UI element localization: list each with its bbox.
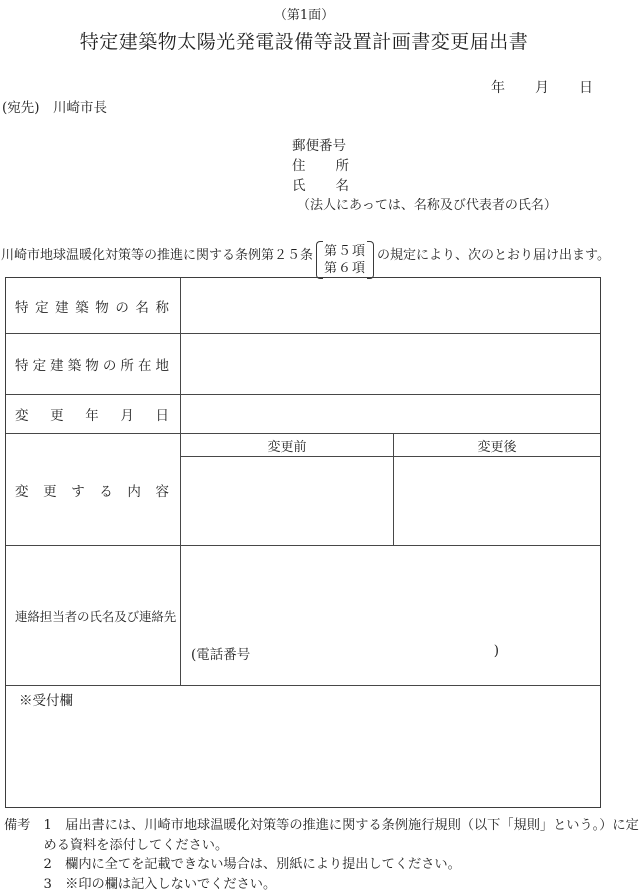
date-month-label: 月 [535, 77, 549, 97]
change-content-area [181, 434, 600, 545]
change-content-label: 変 更 す る 内 容 [15, 480, 169, 500]
contact-label-cell [6, 546, 181, 685]
clause-option-5: 第５項 [324, 243, 366, 260]
contact-person-label: 連絡担当者の氏名及び連絡先 [15, 607, 176, 625]
corporate-note: （法人にあっては、名称及び代表者の氏名） [297, 196, 557, 216]
date-year-label: 年 [491, 77, 505, 97]
clause-option-6: 第６項 [324, 260, 366, 277]
form-table [5, 277, 601, 808]
declaration-suffix: の規定により、次のとおり届け出ます。 [377, 241, 610, 263]
clause-bracket [316, 241, 374, 279]
building-location-label-cell [6, 334, 181, 394]
addressee-label: (宛先) 川崎市長 [2, 96, 107, 116]
date-line [491, 77, 593, 97]
remark-line-1: 備考 1 届出書には、川崎市地球温暖化対策等の推進に関する条例施行規則（以下「規則」という。）に定 [4, 816, 606, 836]
date-day-label: 日 [579, 77, 593, 97]
declaration-prefix: 川崎市地球温暖化対策等の推進に関する条例第２５条 [1, 241, 313, 263]
before-change-value-cell [181, 457, 394, 545]
remark-line-3: 3 ※印の欄は記入しないでください。 [4, 875, 606, 894]
building-location-value-cell [181, 334, 600, 394]
row-building-name [6, 278, 600, 333]
row-change-content [6, 433, 600, 545]
remark-line-1-continued: める資料を添付してください。 [4, 836, 606, 856]
phone-number-close-paren: ) [494, 643, 499, 663]
reception-cell [6, 686, 600, 807]
after-change-value-cell [394, 457, 600, 545]
address-label: 住 所 [292, 156, 349, 176]
change-content-subheader [181, 434, 600, 457]
change-date-label: 変 更 年 月 日 [15, 404, 169, 424]
applicant-block [292, 136, 557, 216]
building-name-label-cell [6, 278, 181, 333]
after-change-header: 変更後 [394, 434, 600, 456]
declaration-sentence [1, 241, 607, 279]
row-change-date [6, 394, 600, 433]
contact-value-cell [181, 546, 600, 685]
before-change-header: 変更前 [181, 434, 394, 456]
remarks-block [4, 816, 606, 894]
change-date-label-cell [6, 395, 181, 433]
change-content-body [181, 457, 600, 545]
phone-number-row [191, 643, 499, 663]
page-title: 特定建築物太陽光発電設備等設置計画書変更届出書 [0, 27, 608, 54]
name-label: 氏 名 [292, 176, 349, 196]
building-location-label: 特 定 建 築 物 の 所 在 地 [15, 354, 169, 374]
remark-line-2: 2 欄内に全てを記載できない場合は、別紙により提出してください。 [4, 855, 606, 875]
row-building-location [6, 333, 600, 394]
bracket-left-glyph [316, 241, 323, 279]
phone-number-open-label: (電話番号 [191, 643, 250, 663]
row-contact-person [6, 545, 600, 685]
sheet-number-label: （第1面） [0, 4, 608, 23]
building-name-label: 特 定 建 築 物 の 名 称 [15, 296, 169, 316]
bracket-right-glyph [367, 241, 374, 279]
building-name-value-cell [181, 278, 600, 333]
change-date-value-cell [181, 395, 600, 433]
postal-code-label: 郵便番号 [292, 136, 557, 156]
change-content-label-cell [6, 434, 181, 545]
row-reception [6, 685, 600, 807]
reception-label: ※受付欄 [19, 693, 73, 709]
